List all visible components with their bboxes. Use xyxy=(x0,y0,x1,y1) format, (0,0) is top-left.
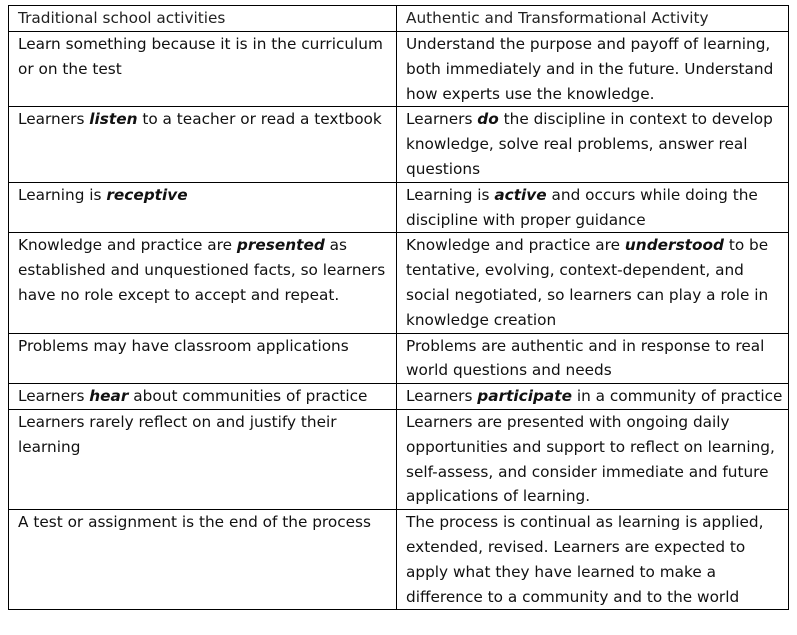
comparison-table-body xyxy=(9,6,789,610)
cell-text: Learners xyxy=(406,110,478,129)
emphasized-text: understood xyxy=(624,236,724,255)
emphasized-text: do xyxy=(477,110,499,129)
cell-text: Knowledge and practice are xyxy=(18,236,237,255)
cell-authentic xyxy=(397,384,789,410)
cell-text: Learn something because it is in the curriculum or on the test xyxy=(18,35,383,78)
cell-text: Learning is xyxy=(18,185,107,204)
cell-authentic xyxy=(397,182,789,233)
cell-text: Learners xyxy=(406,387,478,406)
cell-traditional xyxy=(9,409,397,509)
cell-text: to be tentative, evolving, context-dependent, and social negotiated, so learners can play a role in knowledge creation xyxy=(406,236,769,329)
emphasized-text: participate xyxy=(477,387,572,406)
cell-text: to a teacher or read a textbook xyxy=(137,110,382,129)
cell-text: Learners rarely reflect on and justify their learning xyxy=(18,412,337,456)
cell-text: about communities of practice xyxy=(128,387,368,406)
cell-traditional xyxy=(9,107,397,182)
table-row xyxy=(9,409,789,509)
table-row xyxy=(9,510,789,610)
table-row xyxy=(9,233,789,333)
cell-text: Learners xyxy=(18,110,90,129)
cell-traditional xyxy=(9,32,397,107)
table-row xyxy=(9,333,789,384)
emphasized-text: active xyxy=(494,185,547,204)
cell-text: Knowledge and practice are xyxy=(406,236,625,255)
cell-text: Learning is xyxy=(406,185,495,204)
cell-authentic xyxy=(397,32,789,107)
cell-authentic xyxy=(397,333,789,384)
emphasized-text: listen xyxy=(89,110,138,129)
cell-authentic xyxy=(397,409,789,509)
cell-authentic xyxy=(397,510,789,610)
emphasized-text: presented xyxy=(236,236,325,255)
cell-text: A test or assignment is the end of the process xyxy=(18,513,371,532)
cell-traditional xyxy=(9,384,397,410)
cell-text: Problems are authentic and in response to real world questions and needs xyxy=(406,336,765,380)
table-header-row xyxy=(9,6,789,32)
header-traditional: Traditional school activities xyxy=(9,6,397,32)
cell-traditional xyxy=(9,510,397,610)
cell-traditional xyxy=(9,182,397,233)
cell-text: Learners are presented with ongoing daily opportunities and support to reflect on learning, self-assess, and consider immediate and future applications of learning. xyxy=(406,412,775,506)
cell-text: the discipline in context to develop knowledge, solve real problems, answer real questions xyxy=(406,110,773,178)
cell-text: Understand the purpose and payoff of learning, both immediately and in the future. Understand how experts use the knowledge. xyxy=(406,35,774,103)
cell-authentic xyxy=(397,233,789,333)
cell-text: The process is continual as learning is applied, extended, revised. Learners are expected to apply what they have learned to make a difference to a community and to the world xyxy=(406,513,764,606)
cell-traditional xyxy=(9,233,397,333)
cell-text: Problems may have classroom applications xyxy=(18,336,349,355)
cell-text: and occurs while doing the discipline with proper guidance xyxy=(406,185,758,229)
comparison-table xyxy=(8,5,789,610)
table-row xyxy=(9,384,789,410)
cell-authentic xyxy=(397,107,789,182)
header-authentic: Authentic and Transformational Activity xyxy=(397,6,789,32)
emphasized-text: hear xyxy=(89,387,129,406)
cell-traditional xyxy=(9,333,397,384)
table-row xyxy=(9,32,789,107)
cell-text: in a community of practice xyxy=(571,387,783,406)
cell-text: as established and unquestioned facts, so learners have no role except to accept and repeat. xyxy=(18,236,386,304)
emphasized-text: receptive xyxy=(106,185,188,204)
table-row xyxy=(9,107,789,182)
table-row xyxy=(9,182,789,233)
cell-text: Learners xyxy=(18,387,90,406)
